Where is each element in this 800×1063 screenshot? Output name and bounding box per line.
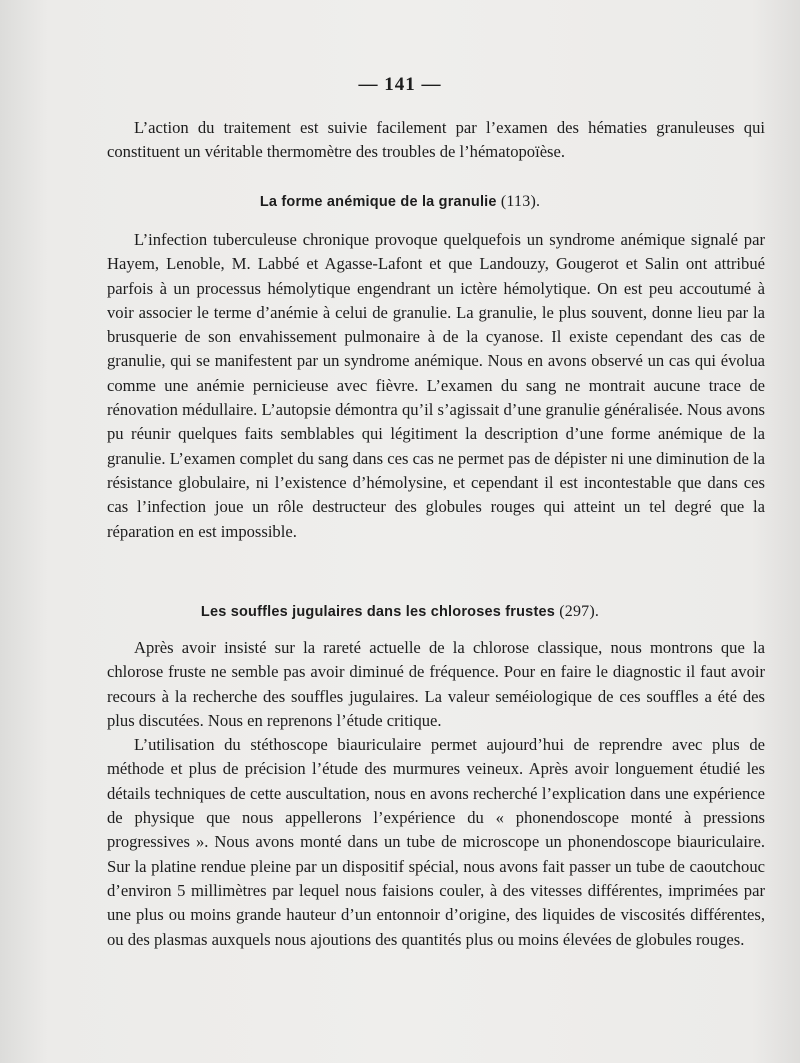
intro-paragraph: L’action du traitement est suivie facilement par l’examen des hématies granuleuses qui constituent un véritable thermomètre des troubles de l’hématopoïèse. (107, 118, 765, 162)
section-reference: (297). (559, 603, 600, 620)
section-title: La forme anémique de la granulie (259, 194, 497, 210)
intro-block (107, 116, 765, 165)
body-paragraph: L’infection tuberculeuse chronique provoque quelquefois un syndrome anémique signalé par Hayem, Lenoble, M. Labbé et Agasse-Lafont et que Landouzy, Gougerot et Salin ont attribué parfois à un processus hémolytique engendrant un ictère hémolytique. On est peu accoutumé à voir associer le terme d’anémie à celui de granulie. La granulie, le plus souvent, donne lieu par la brusquerie de son envahissement pulmonaire à de la cyanose. Il existe cependant des cas de granulie, qui se manifestent par un syndrome anémique. Nous en avons observé un cas qui évolua comme une anémie pernicieuse avec fièvre. L’examen du sang ne montrait aucune trace de rénovation médullaire. L’autopsie démontra qu’il s’agissait d’une granulie généralisée. Nous avons pu réunir quelques faits semblables qui légitiment la description d’une forme anémique de la granulie. L’examen complet du sang dans ces cas ne permet pas de dépister ni une diminution de la résistance globulaire, ni l’existence d’hémolysine, et cependant il est incontestable que dans ces cas l’infection joue un rôle destructeur des globules rouges qui atteint un tel degré que la réparation en est impossible. (107, 230, 765, 541)
body-paragraph: L’utilisation du stéthoscope biauriculaire permet aujourd’hui de reprendre avec plus de méthode et plus de précision l’étude des murmures veineux. Après avoir longuement étudié les détails techniques de cette auscultation, nous en avons recherché l’explication dans une expérience de physique que nous appellerons l’expérience du « phonendoscope monté à pressions progressives ». Nous avons monté dans un tube de microscope un phonendoscope biauriculaire. Sur la platine rendue pleine par un dispositif spécial, nous avons fait passer un tube de caoutchouc d’environ 5 millimètres par lequel nous faisions couler, à des vitesses différentes, imprimées par une plus ou moins grande hauteur d’un entonnoir d’origine, des liquides de viscosités différentes, ou des plasmas auxquels nous ajoutions des quantités plus ou moins élevées de globules rouges. (107, 735, 765, 949)
page-number: — 141 — (358, 74, 442, 95)
section-body-souffles (107, 636, 765, 952)
section-heading-souffles (0, 603, 800, 621)
section-body-granulie (107, 228, 765, 544)
body-paragraph: Après avoir insisté sur la rareté actuelle de la chlorose classique, nous montrons que la chlorose fruste ne semble pas avoir diminué de fréquence. Pour en faire le diagnostic il faut avoir recours à la recherche des souffles jugulaires. La valeur seméiologique de ces souffles a été des plus discutées. Nous en reprenons l’étude critique. (107, 638, 765, 730)
section-title: Les souffles jugulaires dans les chloroses frustes (200, 604, 555, 620)
section-heading-granulie (0, 193, 800, 211)
section-reference: (113). (500, 193, 541, 210)
